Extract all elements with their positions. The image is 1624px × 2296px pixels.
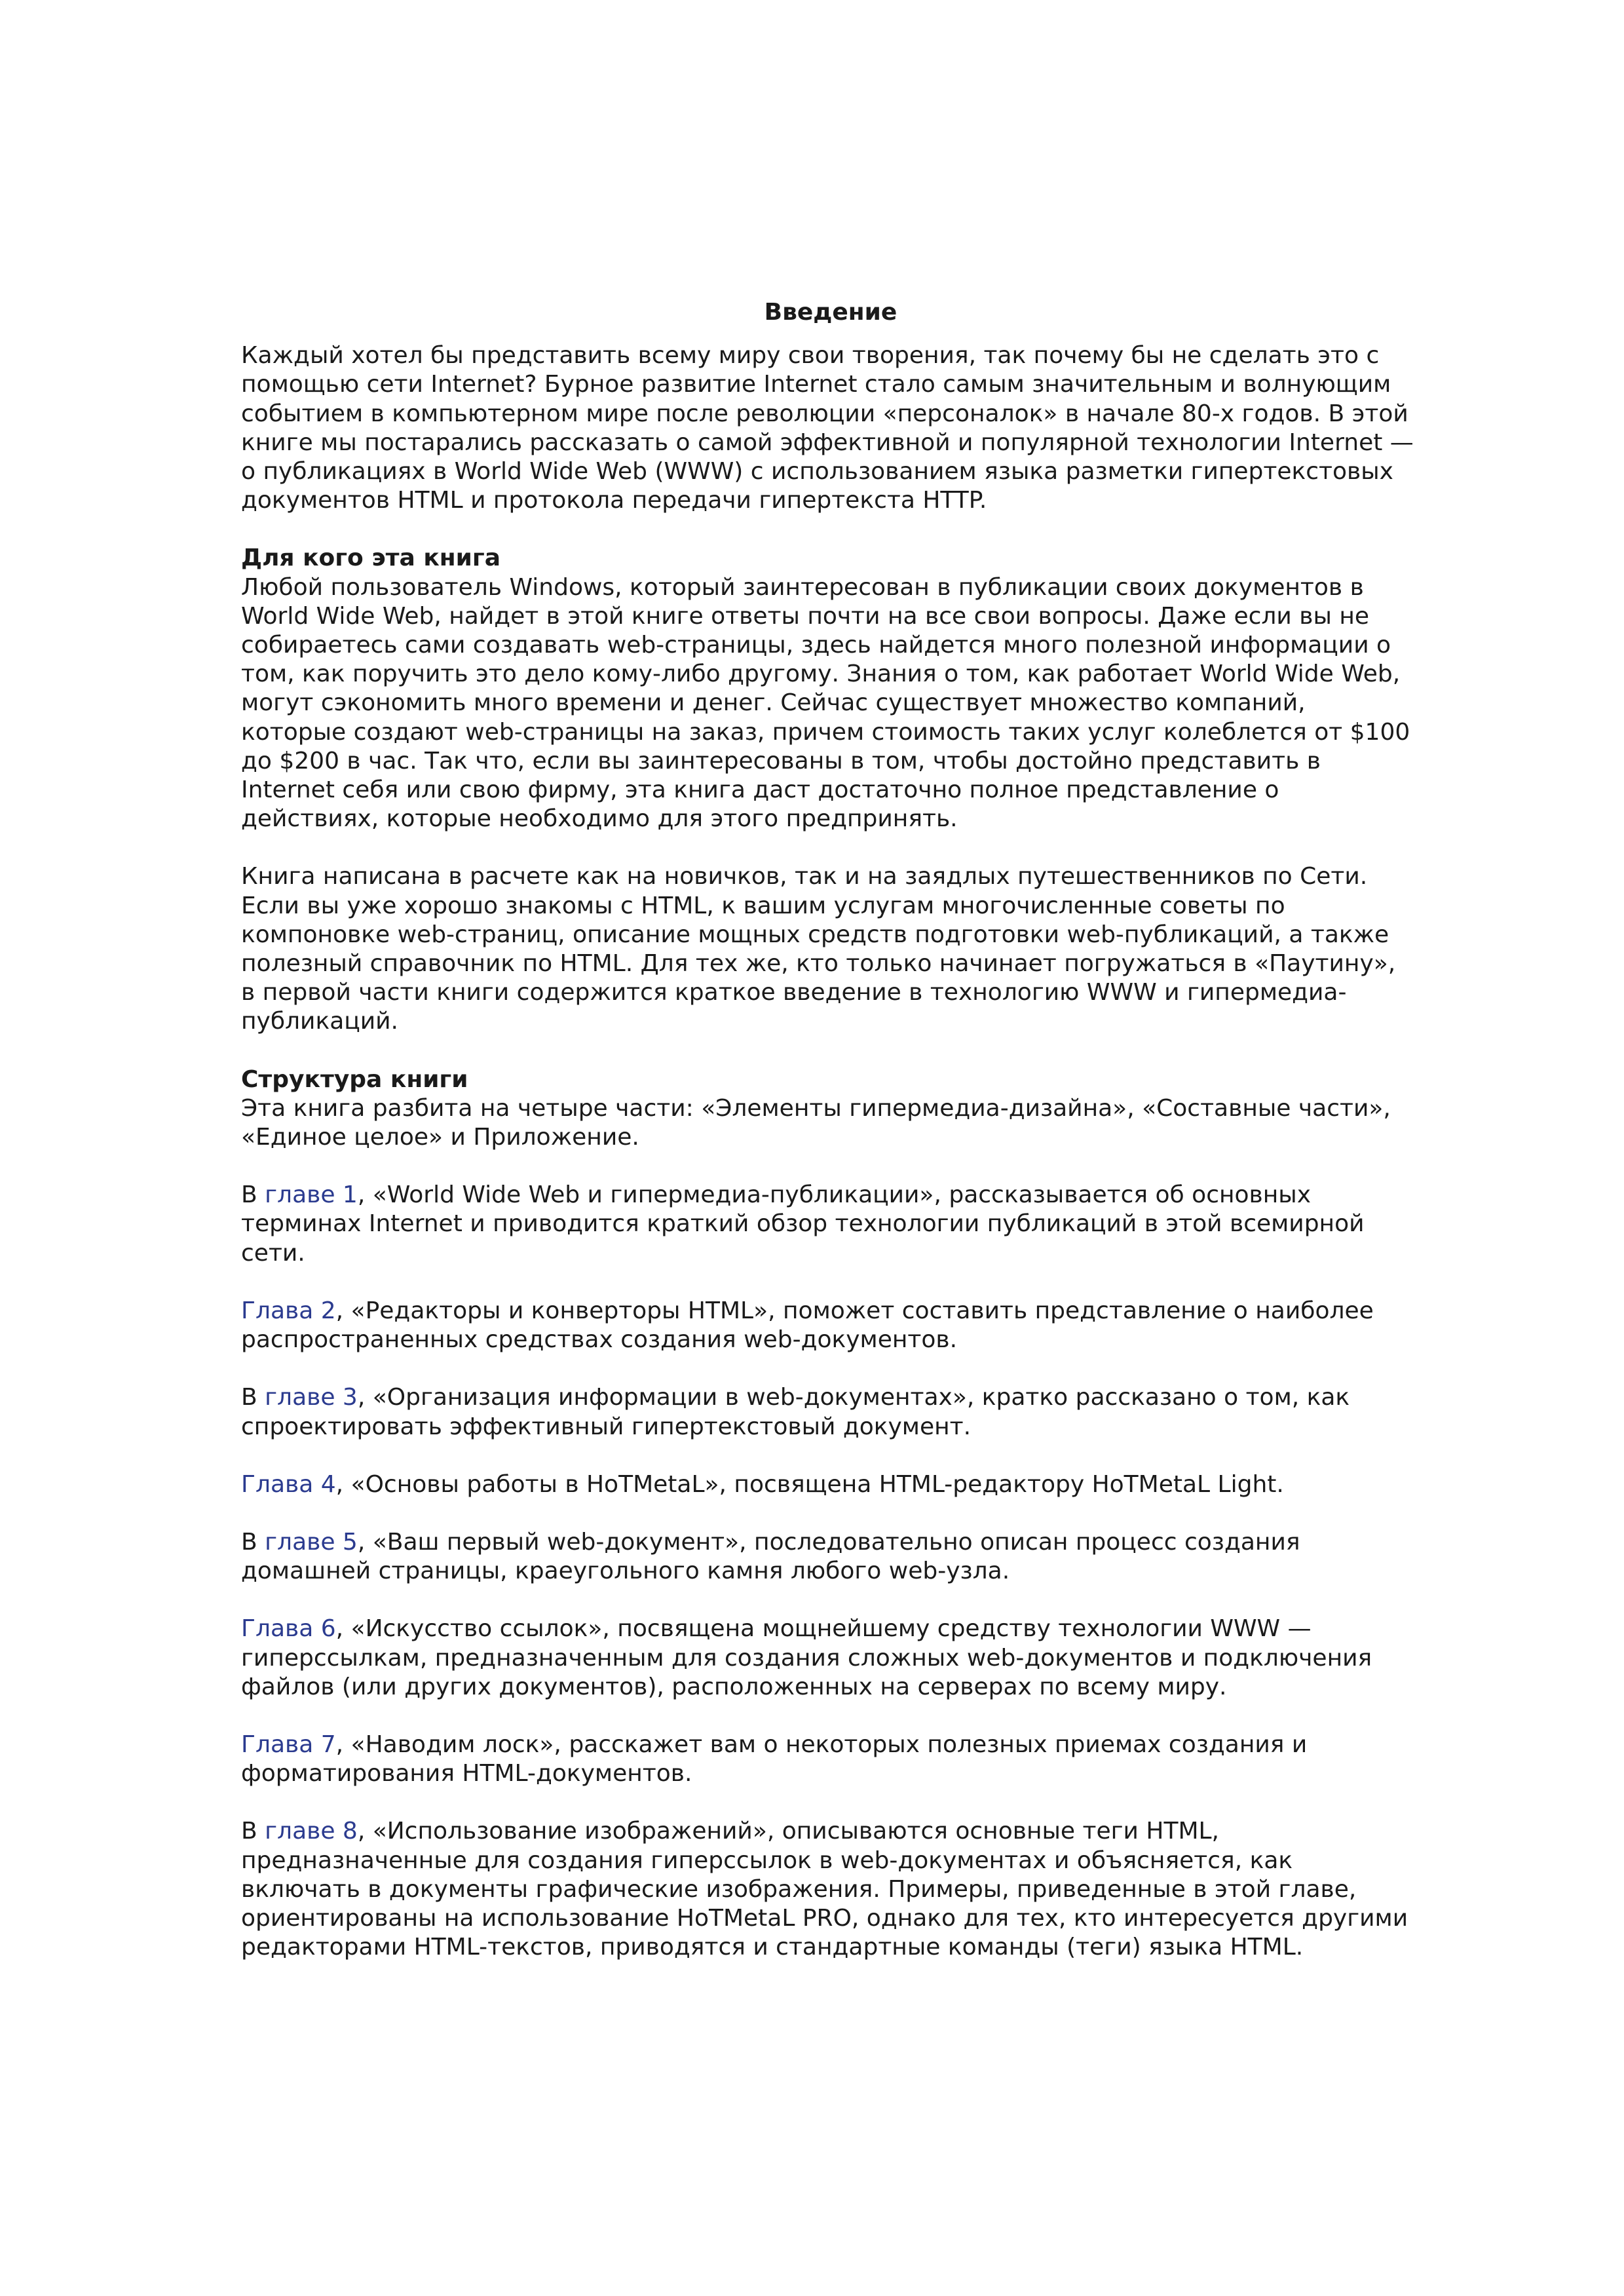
section-heading-structure: Структура книги xyxy=(241,1065,468,1093)
structure-paragraph: Эта книга разбита на четыре части: «Элементы гипермедиа-дизайна», «Составные части», «Единое целое» и Приложение. xyxy=(241,1094,1391,1151)
section-heading-audience: Для кого эта книга xyxy=(241,545,500,572)
chapter-text-before: В xyxy=(241,1384,265,1411)
chapter-text-after: , «Редакторы и конверторы HTML», поможет составить представление о наиболее распространенных средствах создания web-документов. xyxy=(241,1297,1374,1354)
chapter-text-after: , «Организация информации в web-документах», кратко рассказано о том, как спроектировать эффективный гипертекстовый документ. xyxy=(241,1384,1350,1440)
chapter-paragraph-4 xyxy=(241,1470,1414,1499)
chapter-paragraph-8 xyxy=(241,1817,1414,1962)
chapter-text-before: В xyxy=(241,1181,265,1209)
chapter-5-link[interactable]: главе 5 xyxy=(265,1528,358,1556)
chapter-7-link[interactable]: Глава 7 xyxy=(241,1731,336,1758)
chapter-text-after: , «Ваш первый web-документ», последовательно описан процесс создания домашней страницы, краеугольного камня любого web-узла. xyxy=(241,1528,1300,1585)
chapter-paragraph-7 xyxy=(241,1731,1414,1788)
chapter-2-link[interactable]: Глава 2 xyxy=(241,1297,336,1324)
intro-paragraph: Каждый хотел бы представить всему миру свои творения, так почему бы не сделать это с помощью сети Internet? Бурное развитие Internet стало самым значительным и волнующим событием в компьютерном мире после революции «персоналок» в начале 80-х годов. В этой книге мы постарались рассказать о самой эффективной и популярной технологии Internet — о публикациях в World Wide Web (WWW) с использованием языка разметки гипертекстовых документов HTML и протокола передачи гипертекста HTTP. xyxy=(241,342,1414,514)
chapter-paragraph-3 xyxy=(241,1383,1414,1441)
page-title: Введение xyxy=(764,299,897,326)
chapter-text-after: , «Искусство ссылок», посвящена мощнейшему средству технологии WWW — гиперссылкам, предназначенным для создания сложных web-документов и подключения файлов (или других документов), расположенных на серверах по всему миру. xyxy=(241,1615,1372,1700)
chapter-paragraph-6 xyxy=(241,1615,1414,1702)
chapter-paragraph-5 xyxy=(241,1528,1414,1586)
chapter-text-after: , «Использование изображений», описываются основные теги HTML, предназначенные для создания гиперссылок в web-документах и объясняется, как включать в документы графические изображения. Примеры, приведенные в этой главе, ориентированы на использование HoTMetaL PRO, однако для тех, кто интересуется другими редакторами HTML-текстов, приводятся и стандартные команды (теги) языка HTML. xyxy=(241,1818,1408,1961)
chapter-paragraph-2 xyxy=(241,1297,1414,1354)
document-page xyxy=(241,298,1414,1962)
chapter-3-link[interactable]: главе 3 xyxy=(265,1384,358,1411)
chapter-paragraph-1 xyxy=(241,1181,1414,1268)
chapter-6-link[interactable]: Глава 6 xyxy=(241,1615,336,1643)
audience-paragraph-2: Книга написана в расчете как на новичков, так и на заядлых путешественников по Сети. Если вы уже хорошо знакомы с HTML, к вашим услугам многочисленные советы по компоновке web-страниц, описание мощных средств подготовки web-публикаций, а также полезный справочник по HTML. Для тех же, кто только начинает погружаться в «Паутину», в первой части книги содержится краткое введение в технологию WWW и гипермедиа-публикаций. xyxy=(241,863,1396,1035)
chapter-8-link[interactable]: главе 8 xyxy=(265,1818,358,1845)
chapter-text-after: , «Наводим лоск», расскажет вам о некоторых полезных приемах создания и форматирования HTML-документов. xyxy=(241,1731,1308,1788)
chapter-1-link[interactable]: главе 1 xyxy=(265,1181,358,1209)
chapter-text-after: , «World Wide Web и гипермедиа-публикации», рассказывается об основных терминах Internet и приводится краткий обзор технологии публикаций в этой всемирной сети. xyxy=(241,1181,1365,1267)
chapter-4-link[interactable]: Глава 4 xyxy=(241,1470,336,1498)
audience-paragraph-1: Любой пользователь Windows, который заинтересован в публикации своих документов в World Wide Web, найдет в этой книге ответы почти на все свои вопросы. Даже если вы не собираетесь сами создавать web-страницы, здесь найдется много полезной информации о том, как поручить это дело кому-либо другому. Знания о том, как работает World Wide Web, могут сэкономить много времени и денег. Сейчас существует множество компаний, которые создают web-страницы на заказ, причем стоимость таких услуг колеблется от $100 до $200 в час. Так что, если вы заинтересованы в том, чтобы достойно представить в Internet себя или свою фирму, эта книга даст достаточно полное представление о действиях, которые необходимо для этого предпринять. xyxy=(241,573,1410,833)
chapter-text-after: , «Основы работы в HoTMetaL», посвящена HTML-редактору HoTMetaL Light. xyxy=(335,1470,1284,1498)
chapter-text-before: В xyxy=(241,1528,265,1556)
chapter-text-before: В xyxy=(241,1818,265,1845)
